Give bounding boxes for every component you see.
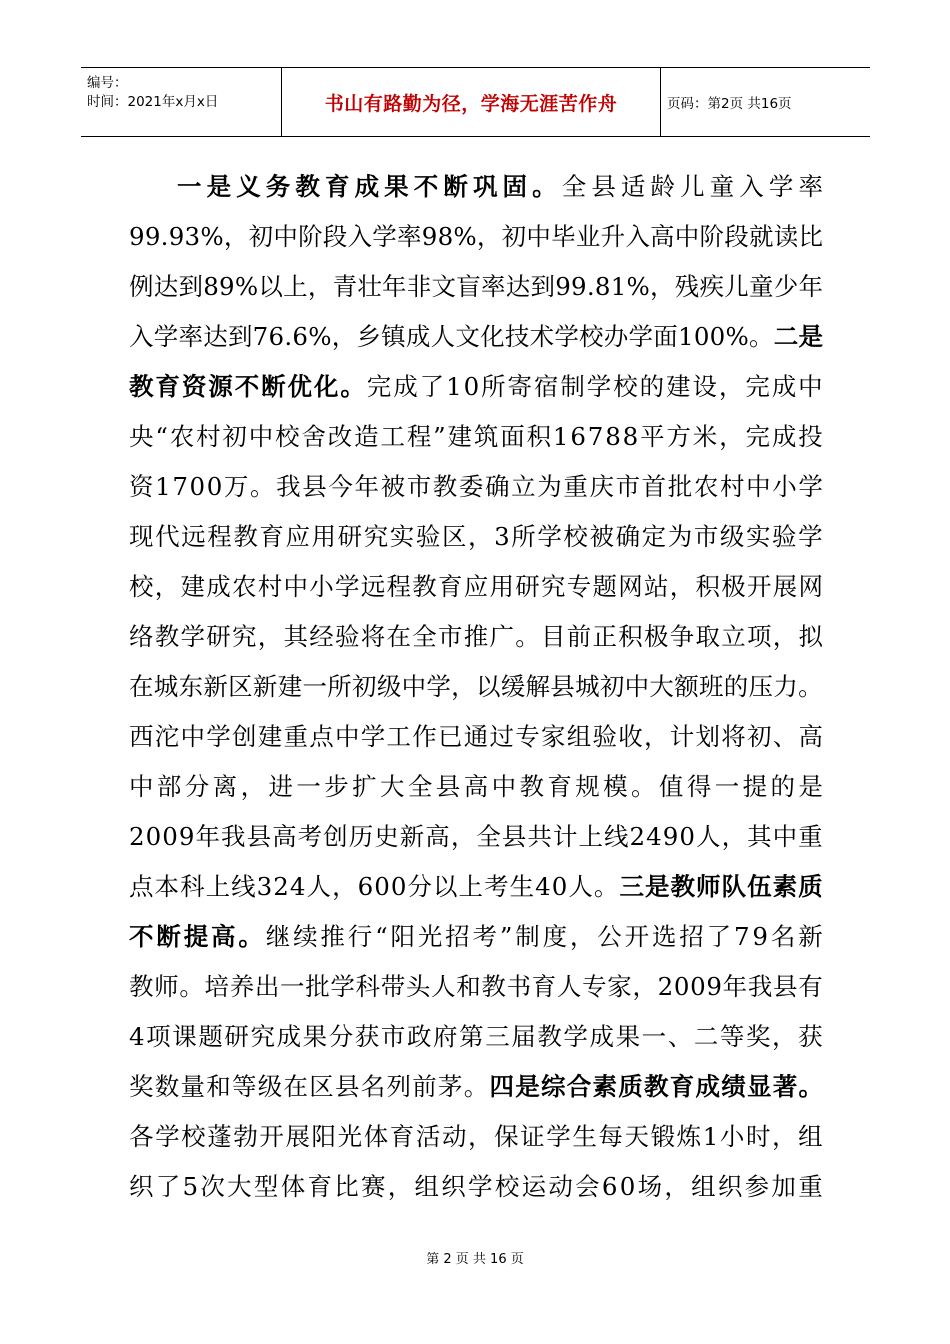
document-body — [129, 162, 823, 1212]
header-page-info: 页码：第2页 共16页 — [667, 96, 792, 112]
header-page-cell — [661, 68, 870, 136]
text-line: 一 是 义 务 教 育 成 果 不 断 巩 固 。 全 县 适 龄 儿 童 入 学 率 — [177, 172, 823, 201]
header-motto: 书山有路勤为径，学海无涯苦作舟 — [324, 92, 618, 115]
text-line: 在 城 东 新 区 新 建 一 所 初 级 中 学 ， 以 缓 解 县 城 初 中 大 额 班 的 压 力 。 — [129, 672, 823, 701]
page-footer: 第 2 页 共 16 页 — [426, 1252, 524, 1267]
text-line: 织 了 5 次 大 型 体 育 比 赛 ， 组 织 学 校 运 动 会 6 0 场 ， 组 织 参 加 重 — [129, 1172, 823, 1201]
text-line: 例 达 到 8 9 % 以 上 ， 青 壮 年 非 文 盲 率 达 到 9 9 . 8 1 % ， 残 疾 儿 童 少 年 — [129, 272, 823, 301]
text-line: 2 0 0 9 年 我 县 高 考 创 历 史 新 高 ， 全 县 共 计 上 线 2 4 9 0 人 ， 其 中 重 — [129, 822, 823, 851]
text-line: 入 学 率 达 到 7 6 . 6 % ， 乡 镇 成 人 文 化 技 术 学 校 办 学 面 1 0 0 % 。 二 是 — [129, 322, 823, 351]
text-line: 教 师 。 培 养 出 一 批 学 科 带 头 人 和 教 书 育 人 专 家 ， 2 0 0 9 年 我 县 有 — [129, 972, 823, 1001]
text-line: 点 本 科 上 线 3 2 4 人 ， 6 0 0 分 以 上 考 生 4 0 人 。 三 是 教 师 队 伍 素 质 — [129, 872, 823, 901]
text-line: 4 项 课 题 研 究 成 果 分 获 市 政 府 第 三 届 教 学 成 果 一 、 二 等 奖 ， 获 — [129, 1022, 823, 1051]
text-line: 各 学 校 蓬 勃 开 展 阳 光 体 育 活 动 ， 保 证 学 生 每 天 锻 炼 1 小 时 ， 组 — [129, 1122, 823, 1151]
text-line: 中 部 分 离 ， 进 一 步 扩 大 全 县 高 中 教 育 规 模 。 值 得 一 提 的 是 — [129, 772, 823, 801]
text-line: 9 9 . 9 3 % ， 初 中 阶 段 入 学 率 9 8 % ， 初 中 毕 业 升 入 高 中 阶 段 就 读 比 — [129, 222, 823, 251]
text-line: 资 1 7 0 0 万 。 我 县 今 年 被 市 教 委 确 立 为 重 庆 市 首 批 农 村 中 小 学 — [129, 472, 823, 501]
text-line: 校 ， 建 成 农 村 中 小 学 远 程 教 育 应 用 研 究 专 题 网 站 ， 积 极 开 展 网 — [129, 572, 823, 601]
text-line: 央 “ 农 村 初 中 校 舍 改 造 工 程 ” 建 筑 面 积 1 6 7 8 8 平 方 米 ， 完 成 投 — [129, 422, 823, 451]
text-line: 络 教 学 研 究 ， 其 经 验 将 在 全 市 推 广 。 目 前 正 积 极 争 取 立 项 ， 拟 — [129, 622, 823, 651]
text-line: 不 断 提 高 。 继 续 推 行 “ 阳 光 招 考 ” 制 度 ， 公 开 选 招 了 7 9 名 新 — [129, 922, 823, 951]
header-meta-cell — [81, 68, 282, 136]
text-line: 教 育 资 源 不 断 优 化 。 完 成 了 1 0 所 寄 宿 制 学 校 的 建 设 ， 完 成 中 — [129, 372, 823, 401]
page-header — [81, 67, 870, 137]
header-motto-cell — [282, 68, 661, 136]
text-line: 现 代 远 程 教 育 应 用 研 究 实 验 区 ， 3 所 学 校 被 确 定 为 市 级 实 验 学 — [129, 522, 823, 551]
text-line: 西 沱 中 学 创 建 重 点 中 学 工 作 已 通 过 专 家 组 验 收 ， 计 划 将 初 、 高 — [129, 722, 823, 751]
document-date-label: 时间：2021年x月x日 — [87, 94, 219, 110]
document-number-label: 编号： — [87, 75, 128, 91]
text-line: 奖 数 量 和 等 级 在 区 县 名 列 前 茅 。 四 是 综 合 素 质 教 育 成 绩 显 著 。 — [129, 1072, 823, 1101]
